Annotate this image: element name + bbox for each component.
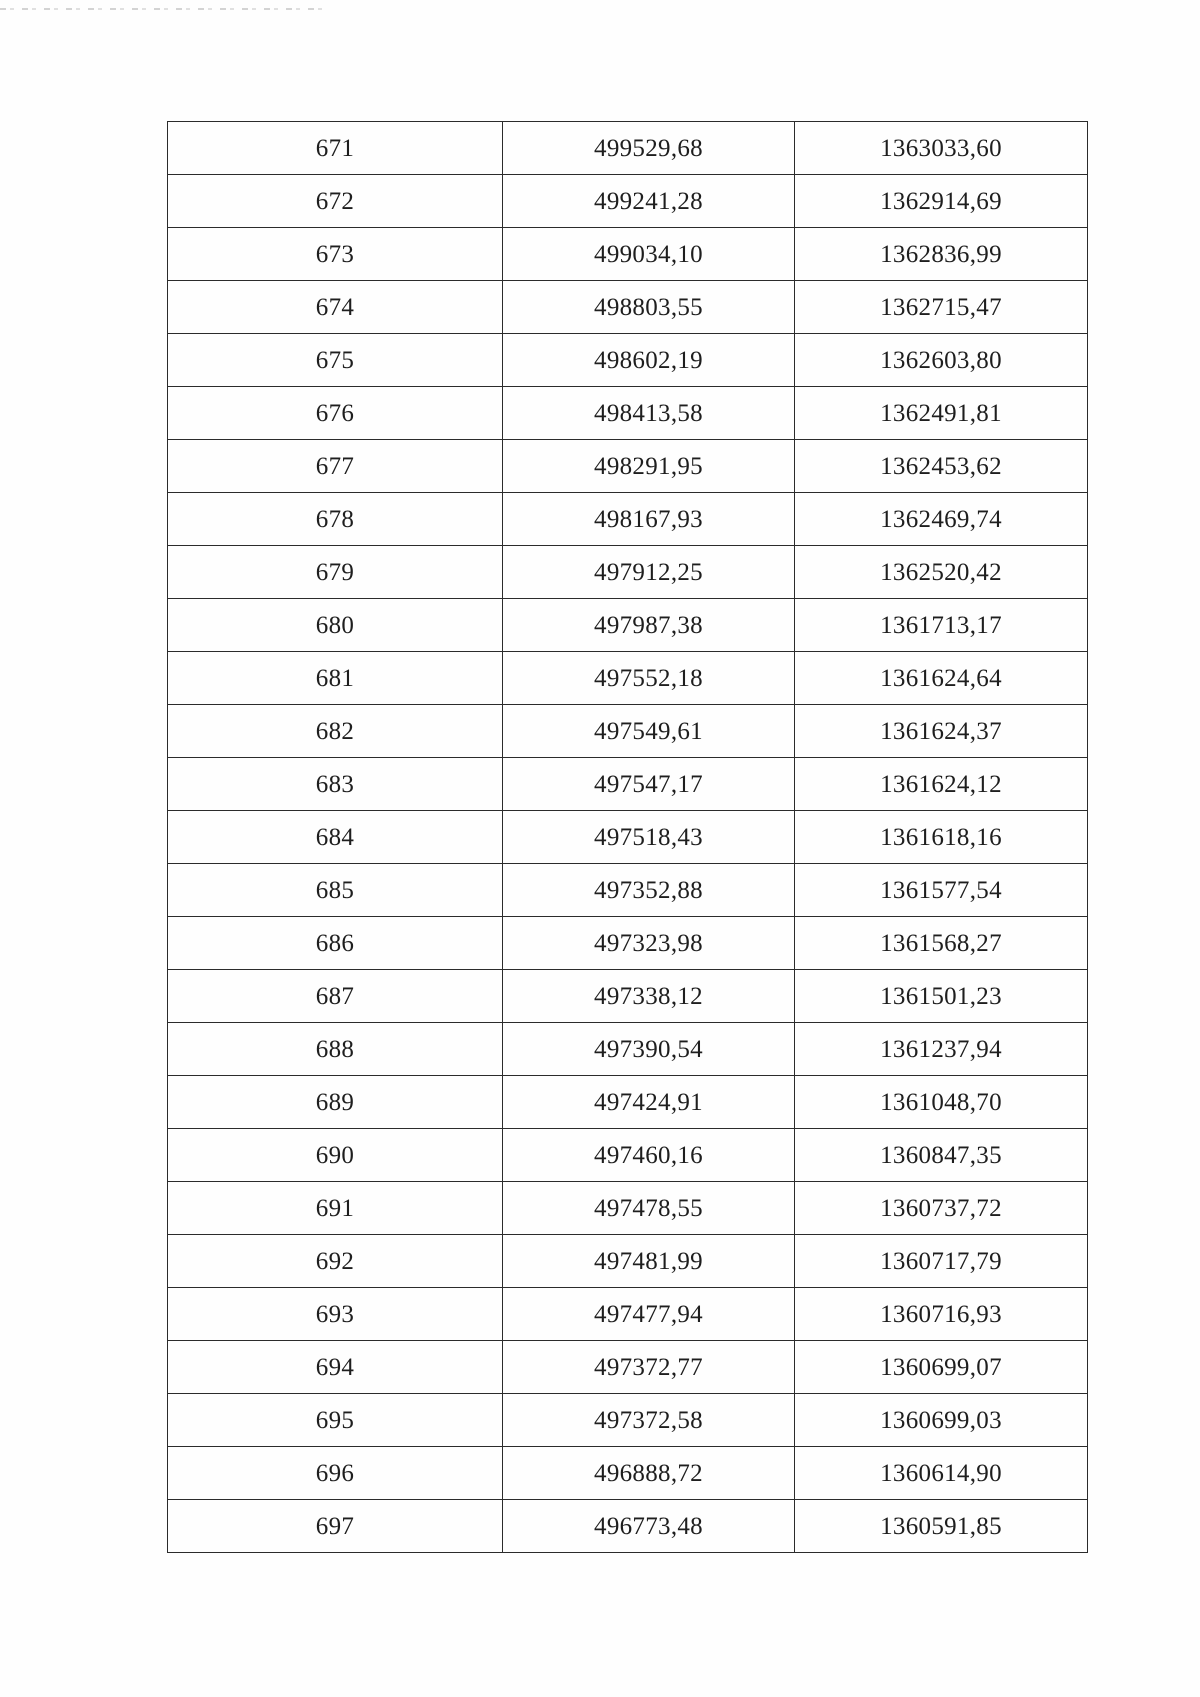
table-row: [168, 652, 1088, 705]
point-number-cell: 690: [168, 1129, 503, 1182]
y-coordinate-cell: 1362715,47: [795, 281, 1088, 334]
x-coordinate-cell: 497481,99: [503, 1235, 795, 1288]
x-coordinate-cell: 496888,72: [503, 1447, 795, 1500]
point-number-cell: 680: [168, 599, 503, 652]
y-coordinate-cell: 1361618,16: [795, 811, 1088, 864]
table-row: [168, 1394, 1088, 1447]
y-coordinate-cell: 1362469,74: [795, 493, 1088, 546]
point-number-cell: 689: [168, 1076, 503, 1129]
y-coordinate-cell: 1362520,42: [795, 546, 1088, 599]
point-number-cell: 678: [168, 493, 503, 546]
x-coordinate-cell: 497987,38: [503, 599, 795, 652]
scan-artifact: [0, 8, 330, 10]
table-row: [168, 970, 1088, 1023]
y-coordinate-cell: 1361048,70: [795, 1076, 1088, 1129]
table-row: [168, 1447, 1088, 1500]
table-row: [168, 864, 1088, 917]
x-coordinate-cell: 497390,54: [503, 1023, 795, 1076]
y-coordinate-cell: 1361577,54: [795, 864, 1088, 917]
point-number-cell: 687: [168, 970, 503, 1023]
x-coordinate-cell: 497549,61: [503, 705, 795, 758]
y-coordinate-cell: 1360847,35: [795, 1129, 1088, 1182]
y-coordinate-cell: 1362453,62: [795, 440, 1088, 493]
y-coordinate-cell: 1361237,94: [795, 1023, 1088, 1076]
table-row: [168, 1288, 1088, 1341]
x-coordinate-cell: 497352,88: [503, 864, 795, 917]
y-coordinate-cell: 1362491,81: [795, 387, 1088, 440]
x-coordinate-cell: 499241,28: [503, 175, 795, 228]
point-number-cell: 671: [168, 122, 503, 175]
table-row: [168, 1341, 1088, 1394]
table-row: [168, 758, 1088, 811]
point-number-cell: 674: [168, 281, 503, 334]
table-row: [168, 1182, 1088, 1235]
x-coordinate-cell: 497547,17: [503, 758, 795, 811]
table-row: [168, 1129, 1088, 1182]
x-coordinate-cell: 497372,58: [503, 1394, 795, 1447]
point-number-cell: 685: [168, 864, 503, 917]
point-number-cell: 686: [168, 917, 503, 970]
table-row: [168, 546, 1088, 599]
y-coordinate-cell: 1361713,17: [795, 599, 1088, 652]
table-row: [168, 493, 1088, 546]
table-row: [168, 917, 1088, 970]
x-coordinate-cell: 499034,10: [503, 228, 795, 281]
point-number-cell: 693: [168, 1288, 503, 1341]
x-coordinate-cell: 497460,16: [503, 1129, 795, 1182]
point-number-cell: 697: [168, 1500, 503, 1553]
point-number-cell: 691: [168, 1182, 503, 1235]
x-coordinate-cell: 499529,68: [503, 122, 795, 175]
table-row: [168, 1235, 1088, 1288]
x-coordinate-cell: 497424,91: [503, 1076, 795, 1129]
table-row: [168, 599, 1088, 652]
table-row: [168, 705, 1088, 758]
y-coordinate-cell: 1360716,93: [795, 1288, 1088, 1341]
y-coordinate-cell: 1360717,79: [795, 1235, 1088, 1288]
point-number-cell: 672: [168, 175, 503, 228]
table-row: [168, 228, 1088, 281]
point-number-cell: 695: [168, 1394, 503, 1447]
point-number-cell: 683: [168, 758, 503, 811]
point-number-cell: 676: [168, 387, 503, 440]
y-coordinate-cell: 1360699,07: [795, 1341, 1088, 1394]
coordinates-table: [167, 121, 1088, 1553]
point-number-cell: 692: [168, 1235, 503, 1288]
point-number-cell: 688: [168, 1023, 503, 1076]
x-coordinate-cell: 497323,98: [503, 917, 795, 970]
table-row: [168, 1023, 1088, 1076]
y-coordinate-cell: 1362836,99: [795, 228, 1088, 281]
x-coordinate-cell: 497478,55: [503, 1182, 795, 1235]
x-coordinate-cell: 498803,55: [503, 281, 795, 334]
x-coordinate-cell: 498602,19: [503, 334, 795, 387]
table-row: [168, 811, 1088, 864]
y-coordinate-cell: 1361624,12: [795, 758, 1088, 811]
x-coordinate-cell: 496773,48: [503, 1500, 795, 1553]
point-number-cell: 694: [168, 1341, 503, 1394]
table-row: [168, 1076, 1088, 1129]
y-coordinate-cell: 1360591,85: [795, 1500, 1088, 1553]
y-coordinate-cell: 1360614,90: [795, 1447, 1088, 1500]
y-coordinate-cell: 1362914,69: [795, 175, 1088, 228]
x-coordinate-cell: 497552,18: [503, 652, 795, 705]
y-coordinate-cell: 1363033,60: [795, 122, 1088, 175]
point-number-cell: 681: [168, 652, 503, 705]
point-number-cell: 675: [168, 334, 503, 387]
y-coordinate-cell: 1361624,37: [795, 705, 1088, 758]
table-row: [168, 175, 1088, 228]
y-coordinate-cell: 1361501,23: [795, 970, 1088, 1023]
point-number-cell: 684: [168, 811, 503, 864]
table-row: [168, 440, 1088, 493]
table-row: [168, 1500, 1088, 1553]
table-row: [168, 387, 1088, 440]
point-number-cell: 696: [168, 1447, 503, 1500]
point-number-cell: 673: [168, 228, 503, 281]
x-coordinate-cell: 497912,25: [503, 546, 795, 599]
y-coordinate-cell: 1360737,72: [795, 1182, 1088, 1235]
point-number-cell: 677: [168, 440, 503, 493]
x-coordinate-cell: 498413,58: [503, 387, 795, 440]
x-coordinate-cell: 497372,77: [503, 1341, 795, 1394]
coordinates-table-body: [168, 122, 1088, 1553]
table-row: [168, 281, 1088, 334]
point-number-cell: 679: [168, 546, 503, 599]
y-coordinate-cell: 1360699,03: [795, 1394, 1088, 1447]
table-row: [168, 334, 1088, 387]
y-coordinate-cell: 1362603,80: [795, 334, 1088, 387]
x-coordinate-cell: 497477,94: [503, 1288, 795, 1341]
y-coordinate-cell: 1361624,64: [795, 652, 1088, 705]
x-coordinate-cell: 498167,93: [503, 493, 795, 546]
x-coordinate-cell: 497518,43: [503, 811, 795, 864]
x-coordinate-cell: 498291,95: [503, 440, 795, 493]
y-coordinate-cell: 1361568,27: [795, 917, 1088, 970]
table-row: [168, 122, 1088, 175]
point-number-cell: 682: [168, 705, 503, 758]
x-coordinate-cell: 497338,12: [503, 970, 795, 1023]
